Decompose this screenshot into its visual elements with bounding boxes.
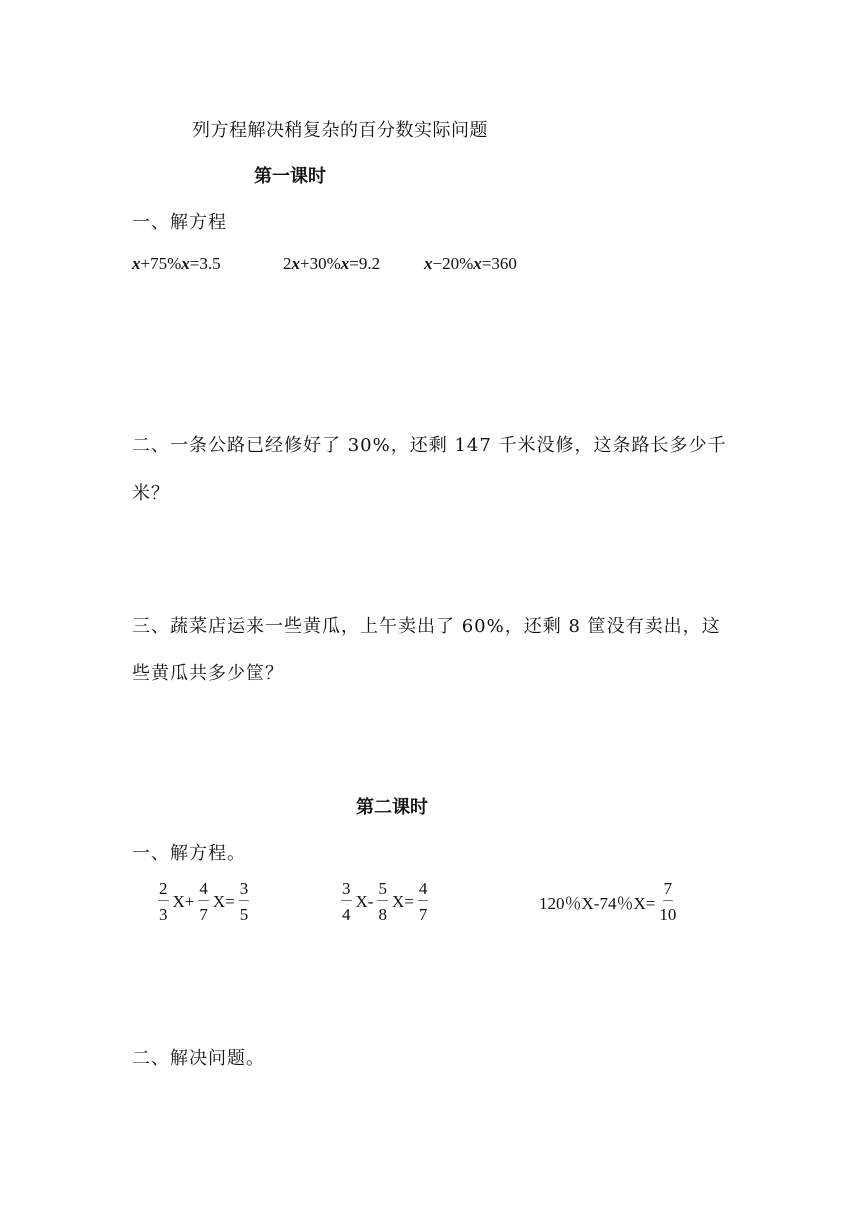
fraction-equation-2: $\frac{3}{4}$ X- $\frac{5}{8}$ X= $\frac{4}{7}$ xyxy=(342,879,428,924)
lesson2-section2-label: 二、解决问题。 xyxy=(132,1048,265,1069)
page-title: 列方程解决稍复杂的百分数实际问题 xyxy=(192,120,488,141)
problem-3-line-1: 三、蔬菜店运来一些黄瓜，上午卖出了 60%，还剩 8 筐没有卖出，这 xyxy=(132,616,721,637)
fraction: $\frac{3}{5}$ xyxy=(239,879,249,924)
fraction-equation-1: $\frac{2}{3}$ X+ $\frac{4}{7}$ X= $\frac{3}{5}$ xyxy=(159,879,249,924)
equation-1: x+75%x=3.5 xyxy=(132,254,221,273)
lesson2-heading: 第二课时 xyxy=(356,797,428,818)
problem-2-line-2: 米？ xyxy=(132,483,170,504)
problem-2-line-1: 二、一条公路已经修好了 30%，还剩 147 千米没修，这条路长多少千 xyxy=(132,435,727,456)
fraction: $\frac{2}{3}$ xyxy=(159,879,168,924)
lesson1-heading: 第一课时 xyxy=(254,166,326,187)
fraction: $\frac{4}{7}$ xyxy=(199,879,208,924)
problem-3-line-2: 些黄瓜共多少筐？ xyxy=(132,663,284,684)
fraction-equation-3: 120％X-74％X= $\frac{7}{10}$ xyxy=(539,879,677,924)
equation-2: 2x+30%x=9.2 xyxy=(283,254,381,273)
equation-3: x−20%x=360 xyxy=(424,254,517,273)
fraction: $\frac{3}{4}$ xyxy=(342,879,351,924)
lesson2-section1-label: 一、解方程。 xyxy=(132,843,246,864)
lesson1-section1-label: 一、解方程 xyxy=(132,212,227,233)
fraction: $\frac{5}{8}$ xyxy=(378,879,387,924)
fraction: $\frac{7}{10}$ xyxy=(659,879,677,924)
fraction: $\frac{4}{7}$ xyxy=(418,879,428,924)
